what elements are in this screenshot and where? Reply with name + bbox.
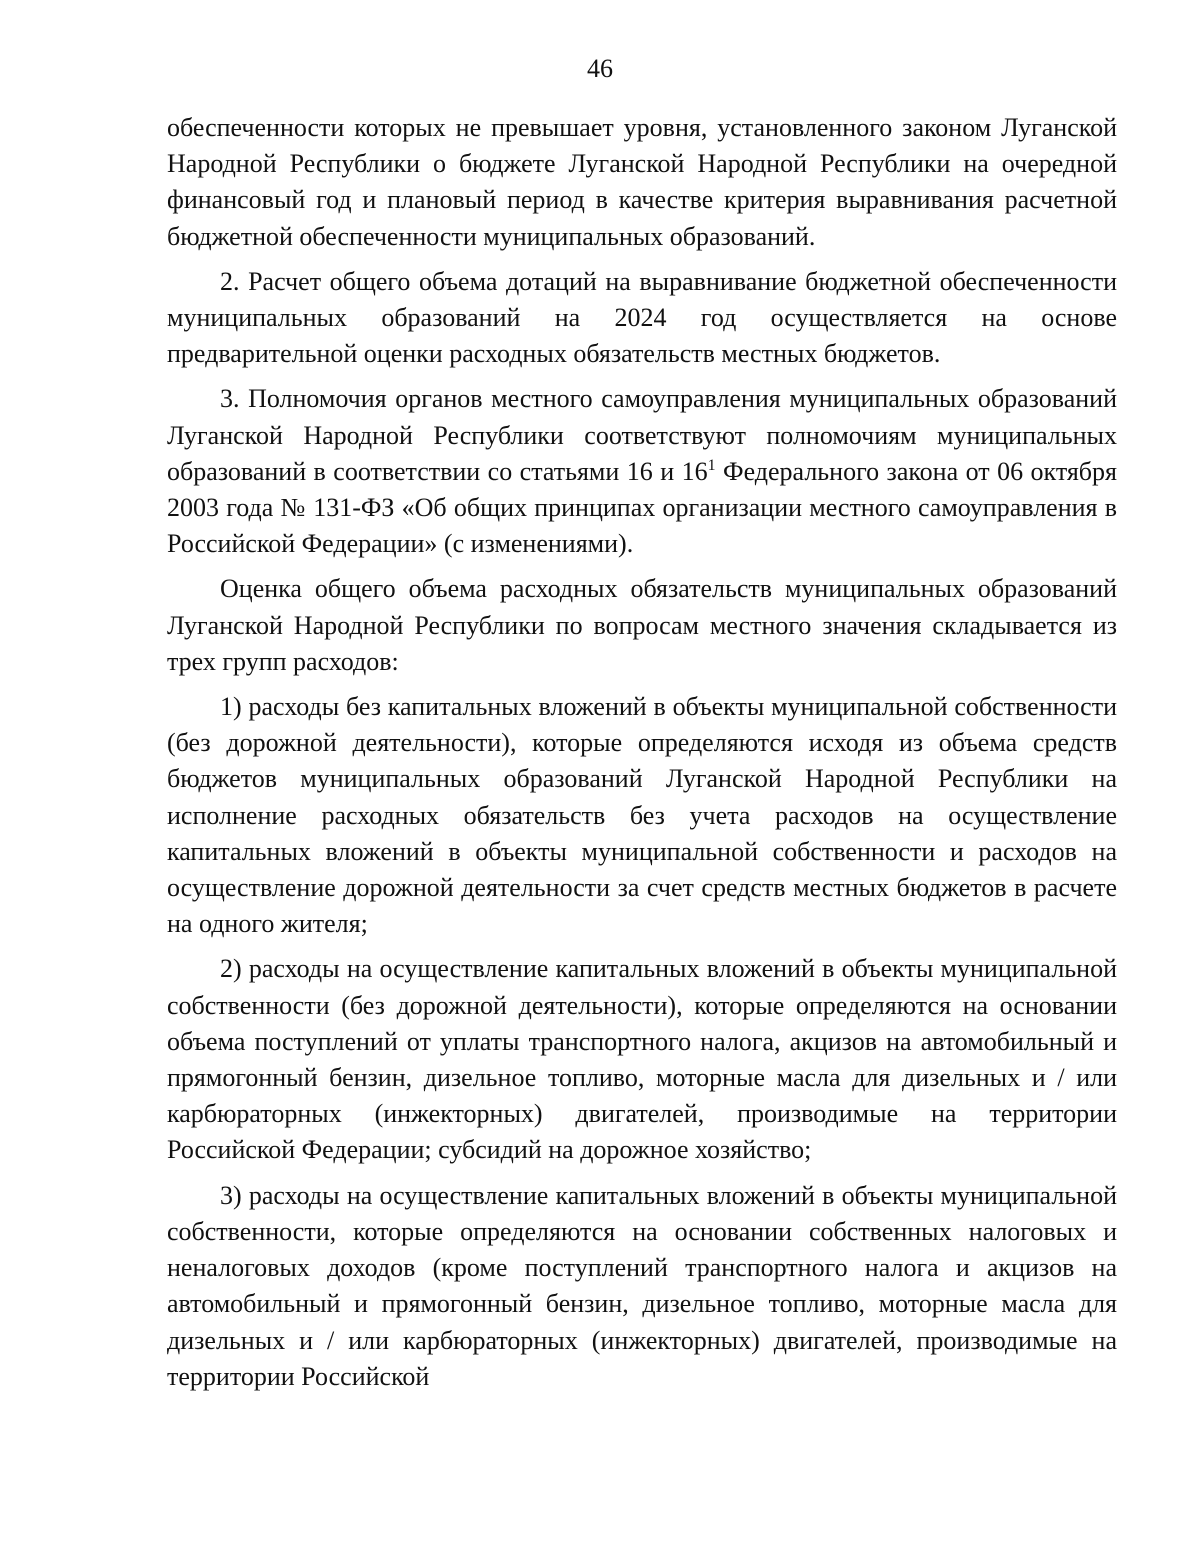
paragraph-item-3-text-start: 3. Полномочия органов местного самоуправления муниципальных образований Луганской Народной Республики соответствуют полномочиям муниципальных образований в соответствии со статьями 16 и 16 xyxy=(167,384,1117,486)
paragraph-item-2: 2. Расчет общего объема дотаций на выравнивание бюджетной обеспеченности муниципальных образований на 2024 год осуществляется на основе предварительной оценки расходных обязательств местных бюджетов. xyxy=(167,266,1117,369)
superscript-index: 1 xyxy=(707,456,716,474)
list-item-3: 3) расходы на осуществление капитальных вложений в объекты муниципальной собственности, которые определяются на основании собственных налоговых и неналоговых доходов (кроме поступлений транспортного налога и акцизов на автомобильный и прямогонный бензин, дизельное топливо, моторные масла для дизельных и / или карбюраторных (инжекторных) двигателей, производимые на территории Российской xyxy=(167,1180,1117,1391)
page-number: 46 xyxy=(587,54,613,83)
paragraph-item-3-text-end: Федерального закона от 06 октября 2003 года № 131-ФЗ «Об общих принципах организации местного самоуправления в Российской Федерации» (с изменениями). xyxy=(167,456,1117,559)
paragraph-continuation: обеспеченности которых не превышает уровня, установленного законом Луганской Народной Республики о бюджете Луганской Народной Республики на очередной финансовый год и плановый период в качестве критерия выравнивания расчетной бюджетной обеспеченности муниципальных образований. xyxy=(167,113,1117,251)
list-item-2: 2) расходы на осуществление капитальных вложений в объекты муниципальной собственности (без дорожной деятельности), которые определяются на основании объема поступлений от уплаты транспортного налога, акцизов на автомобильный и прямогонный бензин, дизельное топливо, моторные масла для дизельных и / или карбюраторных (инжекторных) двигателей, производимые на территории Российской Федерации; субсидий на дорожное хозяйство; xyxy=(167,954,1117,1165)
paragraph-assessment-intro: Оценка общего объема расходных обязательств муниципальных образований Луганской Народной Республики по вопросам местного значения складывается из трех групп расходов: xyxy=(167,574,1117,676)
document-body xyxy=(167,110,1117,1395)
paragraph-item-3 xyxy=(167,381,1117,562)
list-item-1: 1) расходы без капитальных вложений в объекты муниципальной собственности (без дорожной деятельности), которые определяются исходя из объема средств бюджетов муниципальных образований Луганской Народной Республики на исполнение расходных обязательств без учета расходов на осуществление капитальных вложений в объекты муниципальной собственности и расходов на осуществление дорожной деятельности за счет средств местных бюджетов в расчете на одного жителя; xyxy=(167,692,1117,939)
